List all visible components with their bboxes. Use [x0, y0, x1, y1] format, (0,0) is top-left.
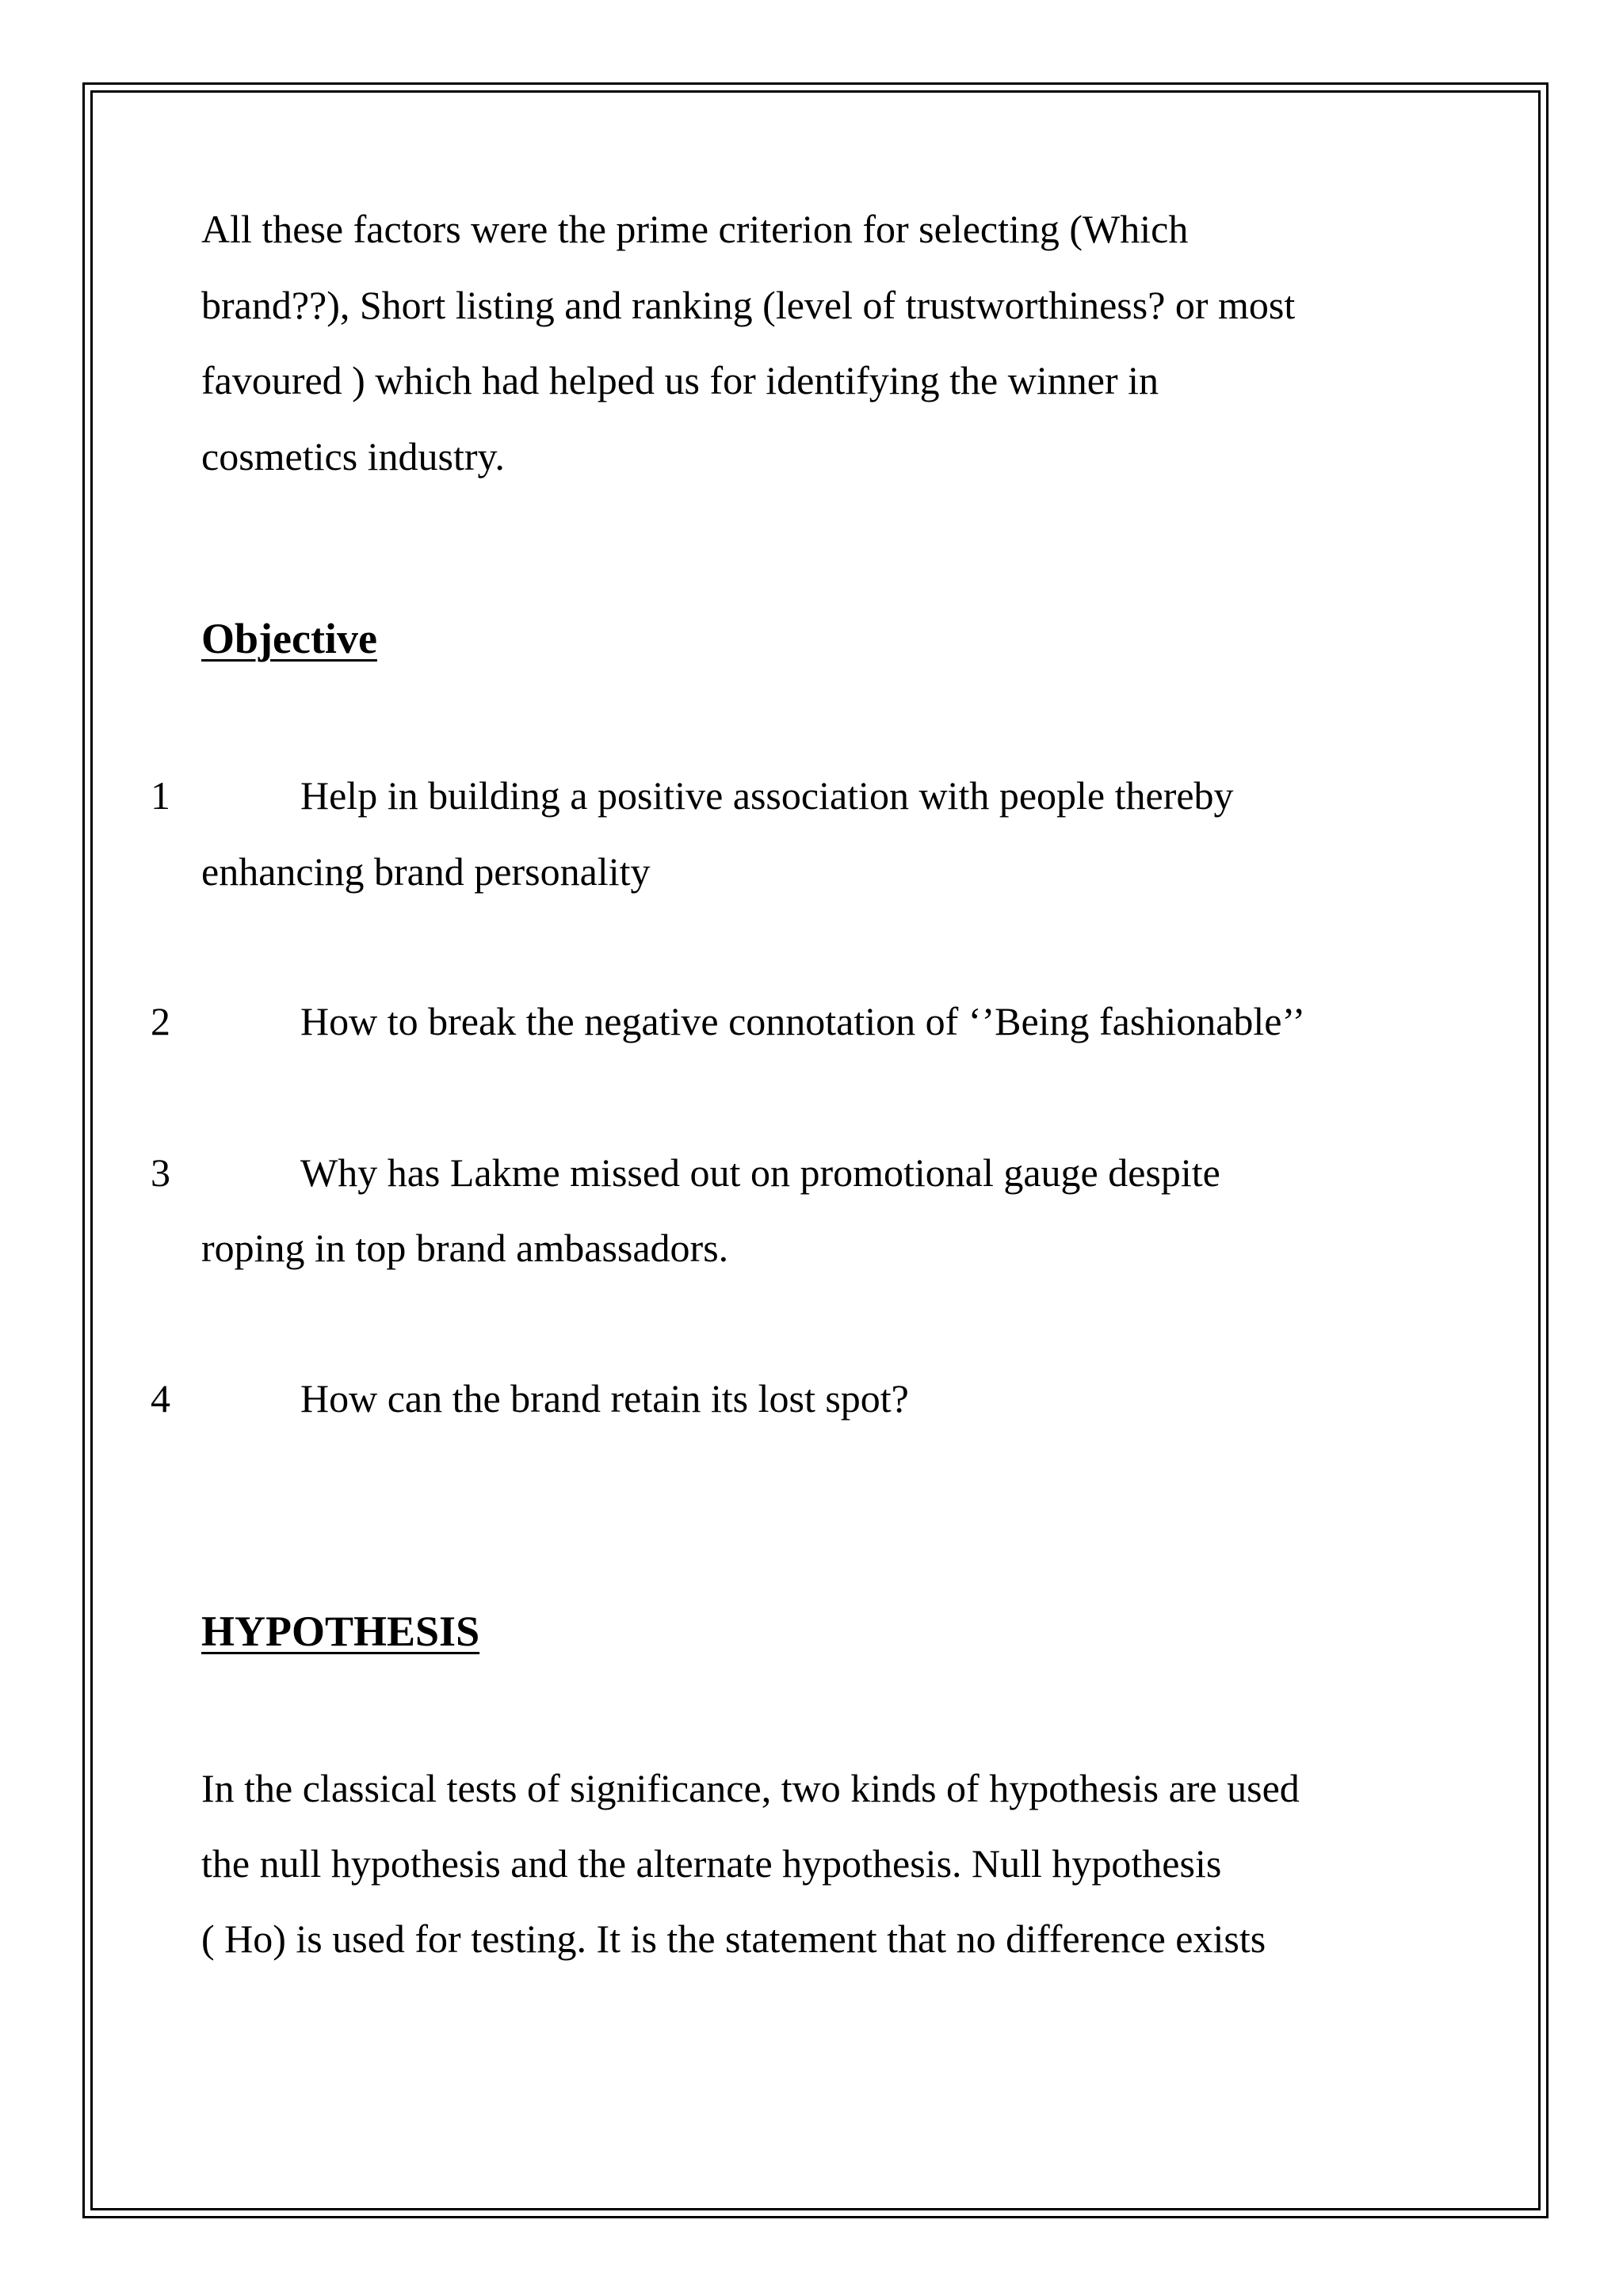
hypothesis-line-2: the null hypothesis and the alternate hypothesis. Null hypothesis: [201, 1841, 1222, 1886]
objective-item-4-number: 4: [151, 1376, 170, 1421]
intro-line-2: brand??), Short listing and ranking (level of trustworthiness? or most: [201, 283, 1296, 327]
intro-line-4: cosmetics industry.: [201, 434, 505, 479]
hypothesis-line-1: In the classical tests of significance, two kinds of hypothesis are used: [201, 1766, 1300, 1810]
objective-item-1-line-2: enhancing brand personality: [201, 849, 651, 894]
intro-line-1: All these factors were the prime criterion for selecting (Which: [201, 207, 1189, 251]
objective-item-2-line-1: How to break the negative connotation of ‘’Being fashionable’’: [300, 999, 1306, 1043]
hypothesis-line-3: ( Ho) is used for testing. It is the statement that no difference exists: [201, 1917, 1266, 1961]
objective-item-4-line-1: How can the brand retain its lost spot?: [300, 1376, 909, 1421]
objective-item-3-number: 3: [151, 1150, 170, 1195]
objective-heading: Objective: [201, 615, 377, 662]
objective-item-2-number: 2: [151, 999, 170, 1043]
objective-item-3-line-1: Why has Lakme missed out on promotional gauge despite: [300, 1150, 1220, 1195]
objective-item-3-line-2: roping in top brand ambassadors.: [201, 1226, 729, 1270]
objective-item-1-line-1: Help in building a positive association with people thereby: [300, 773, 1234, 818]
hypothesis-heading: HYPOTHESIS: [201, 1608, 480, 1655]
objective-item-1-number: 1: [151, 773, 170, 818]
intro-line-3: favoured ) which had helped us for identifying the winner in: [201, 358, 1159, 402]
